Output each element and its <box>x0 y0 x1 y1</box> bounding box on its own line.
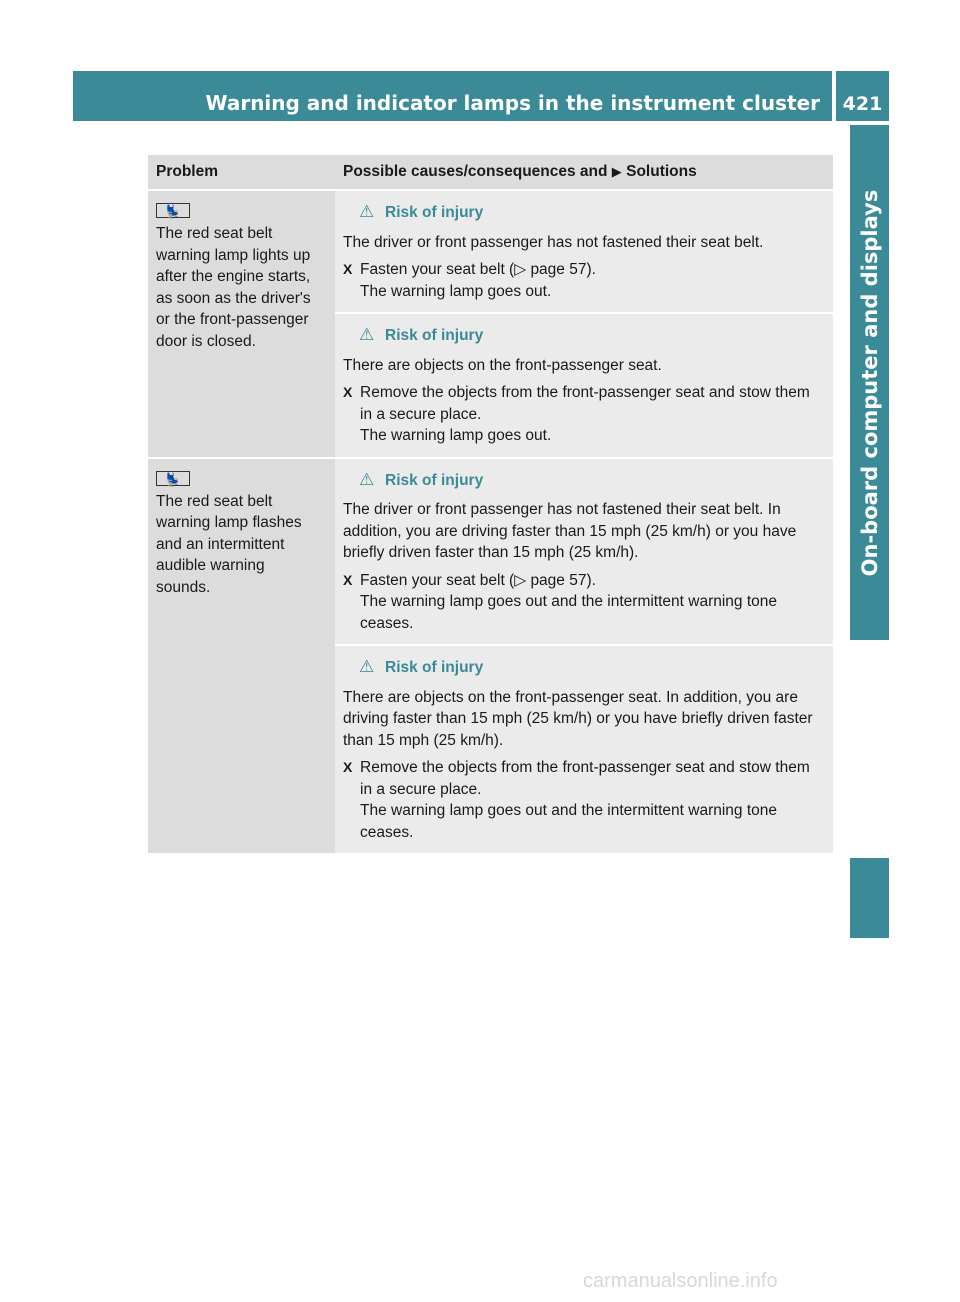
column-header-solutions-prefix: Possible causes/consequences and <box>343 163 608 181</box>
step-marker-icon: X <box>343 384 353 400</box>
cause-text: The driver or front passenger has not fastened their seat belt. <box>343 233 764 251</box>
page-title: Warning and indicator lamps in the instrument cluster <box>205 91 820 115</box>
solution-step <box>343 382 826 447</box>
solution-step <box>343 757 826 843</box>
solution-cell <box>335 190 833 313</box>
warning-triangle-icon: ⚠ <box>359 325 375 344</box>
result-text: The warning lamp goes out. <box>360 427 552 444</box>
warning-label: Risk of injury <box>385 327 484 344</box>
step-marker-icon: X <box>343 261 353 277</box>
column-header-problem: Problem <box>148 155 335 190</box>
problem-cell <box>148 458 335 854</box>
section-tab <box>850 125 889 640</box>
solution-step <box>343 259 826 302</box>
warning-triangle-icon: ⚠ <box>359 202 375 221</box>
table-row <box>148 458 833 646</box>
result-text: The warning lamp goes out and the intermittent warning tone ceases. <box>360 593 778 632</box>
step-text: Remove the objects from the front-passenger seat and stow them in a secure place. <box>360 759 810 798</box>
table-row <box>148 190 833 313</box>
arrow-right-icon: ▶ <box>611 164 622 180</box>
section-marker <box>850 858 889 938</box>
column-header-solutions-suffix: Solutions <box>626 163 697 181</box>
step-marker-icon: X <box>343 759 353 775</box>
warning-label: Risk of injury <box>385 659 484 676</box>
solution-cell <box>335 313 833 458</box>
warning-heading <box>343 324 826 347</box>
result-text: The warning lamp goes out and the intermittent warning tone ceases. <box>360 802 778 841</box>
table-header-row <box>148 155 833 190</box>
warning-triangle-icon: ⚠ <box>359 657 375 676</box>
step-text: Fasten your seat belt (▷ page 57). <box>360 571 596 589</box>
cause-text: The driver or front passenger has not fastened their seat belt. In addition, you are driving faster than 15 mph (25 km/h) or you have briefly driven faster than 15 mph (25 km/h). <box>343 501 797 561</box>
step-text: Fasten your seat belt (▷ page 57). <box>360 261 596 278</box>
warning-heading <box>343 469 826 492</box>
header-bar <box>73 71 832 121</box>
warning-heading <box>343 656 826 679</box>
problem-text: The red seat belt warning lamp lights up after the engine starts, as soon as the driver's or the front-passenger door is closed. <box>156 225 311 350</box>
warning-label: Risk of injury <box>385 471 484 489</box>
solution-cell <box>335 645 833 853</box>
cause-text: There are objects on the front-passenger seat. <box>343 356 662 374</box>
solution-cell <box>335 458 833 646</box>
result-text: The warning lamp goes out. <box>360 282 552 300</box>
problem-cell <box>148 190 335 458</box>
section-label: On-board computer and displays <box>857 189 882 576</box>
solution-step <box>343 570 826 635</box>
cause-text: There are objects on the front-passenger seat. In addition, you are driving faster than 15 mph (25 km/h) or you have briefly driven faster than 15 mph (25 km/h). <box>343 688 813 749</box>
warning-lamp-table <box>148 155 833 853</box>
step-text: Remove the objects from the front-passenger seat and stow them in a secure place. <box>360 384 810 423</box>
warning-label: Risk of injury <box>385 204 484 221</box>
column-header-solutions <box>335 155 833 190</box>
page-number: 421 <box>836 71 889 121</box>
watermark: carmanualsonline.info <box>583 1270 778 1292</box>
warning-heading <box>343 201 826 224</box>
seat-belt-warning-icon: 💺 <box>156 471 190 486</box>
warning-triangle-icon: ⚠ <box>359 469 375 489</box>
problem-text: The red seat belt warning lamp flashes and an intermittent audible warning sounds. <box>156 492 302 596</box>
step-marker-icon: X <box>343 571 353 588</box>
seat-belt-warning-icon: 💺 <box>156 203 190 218</box>
